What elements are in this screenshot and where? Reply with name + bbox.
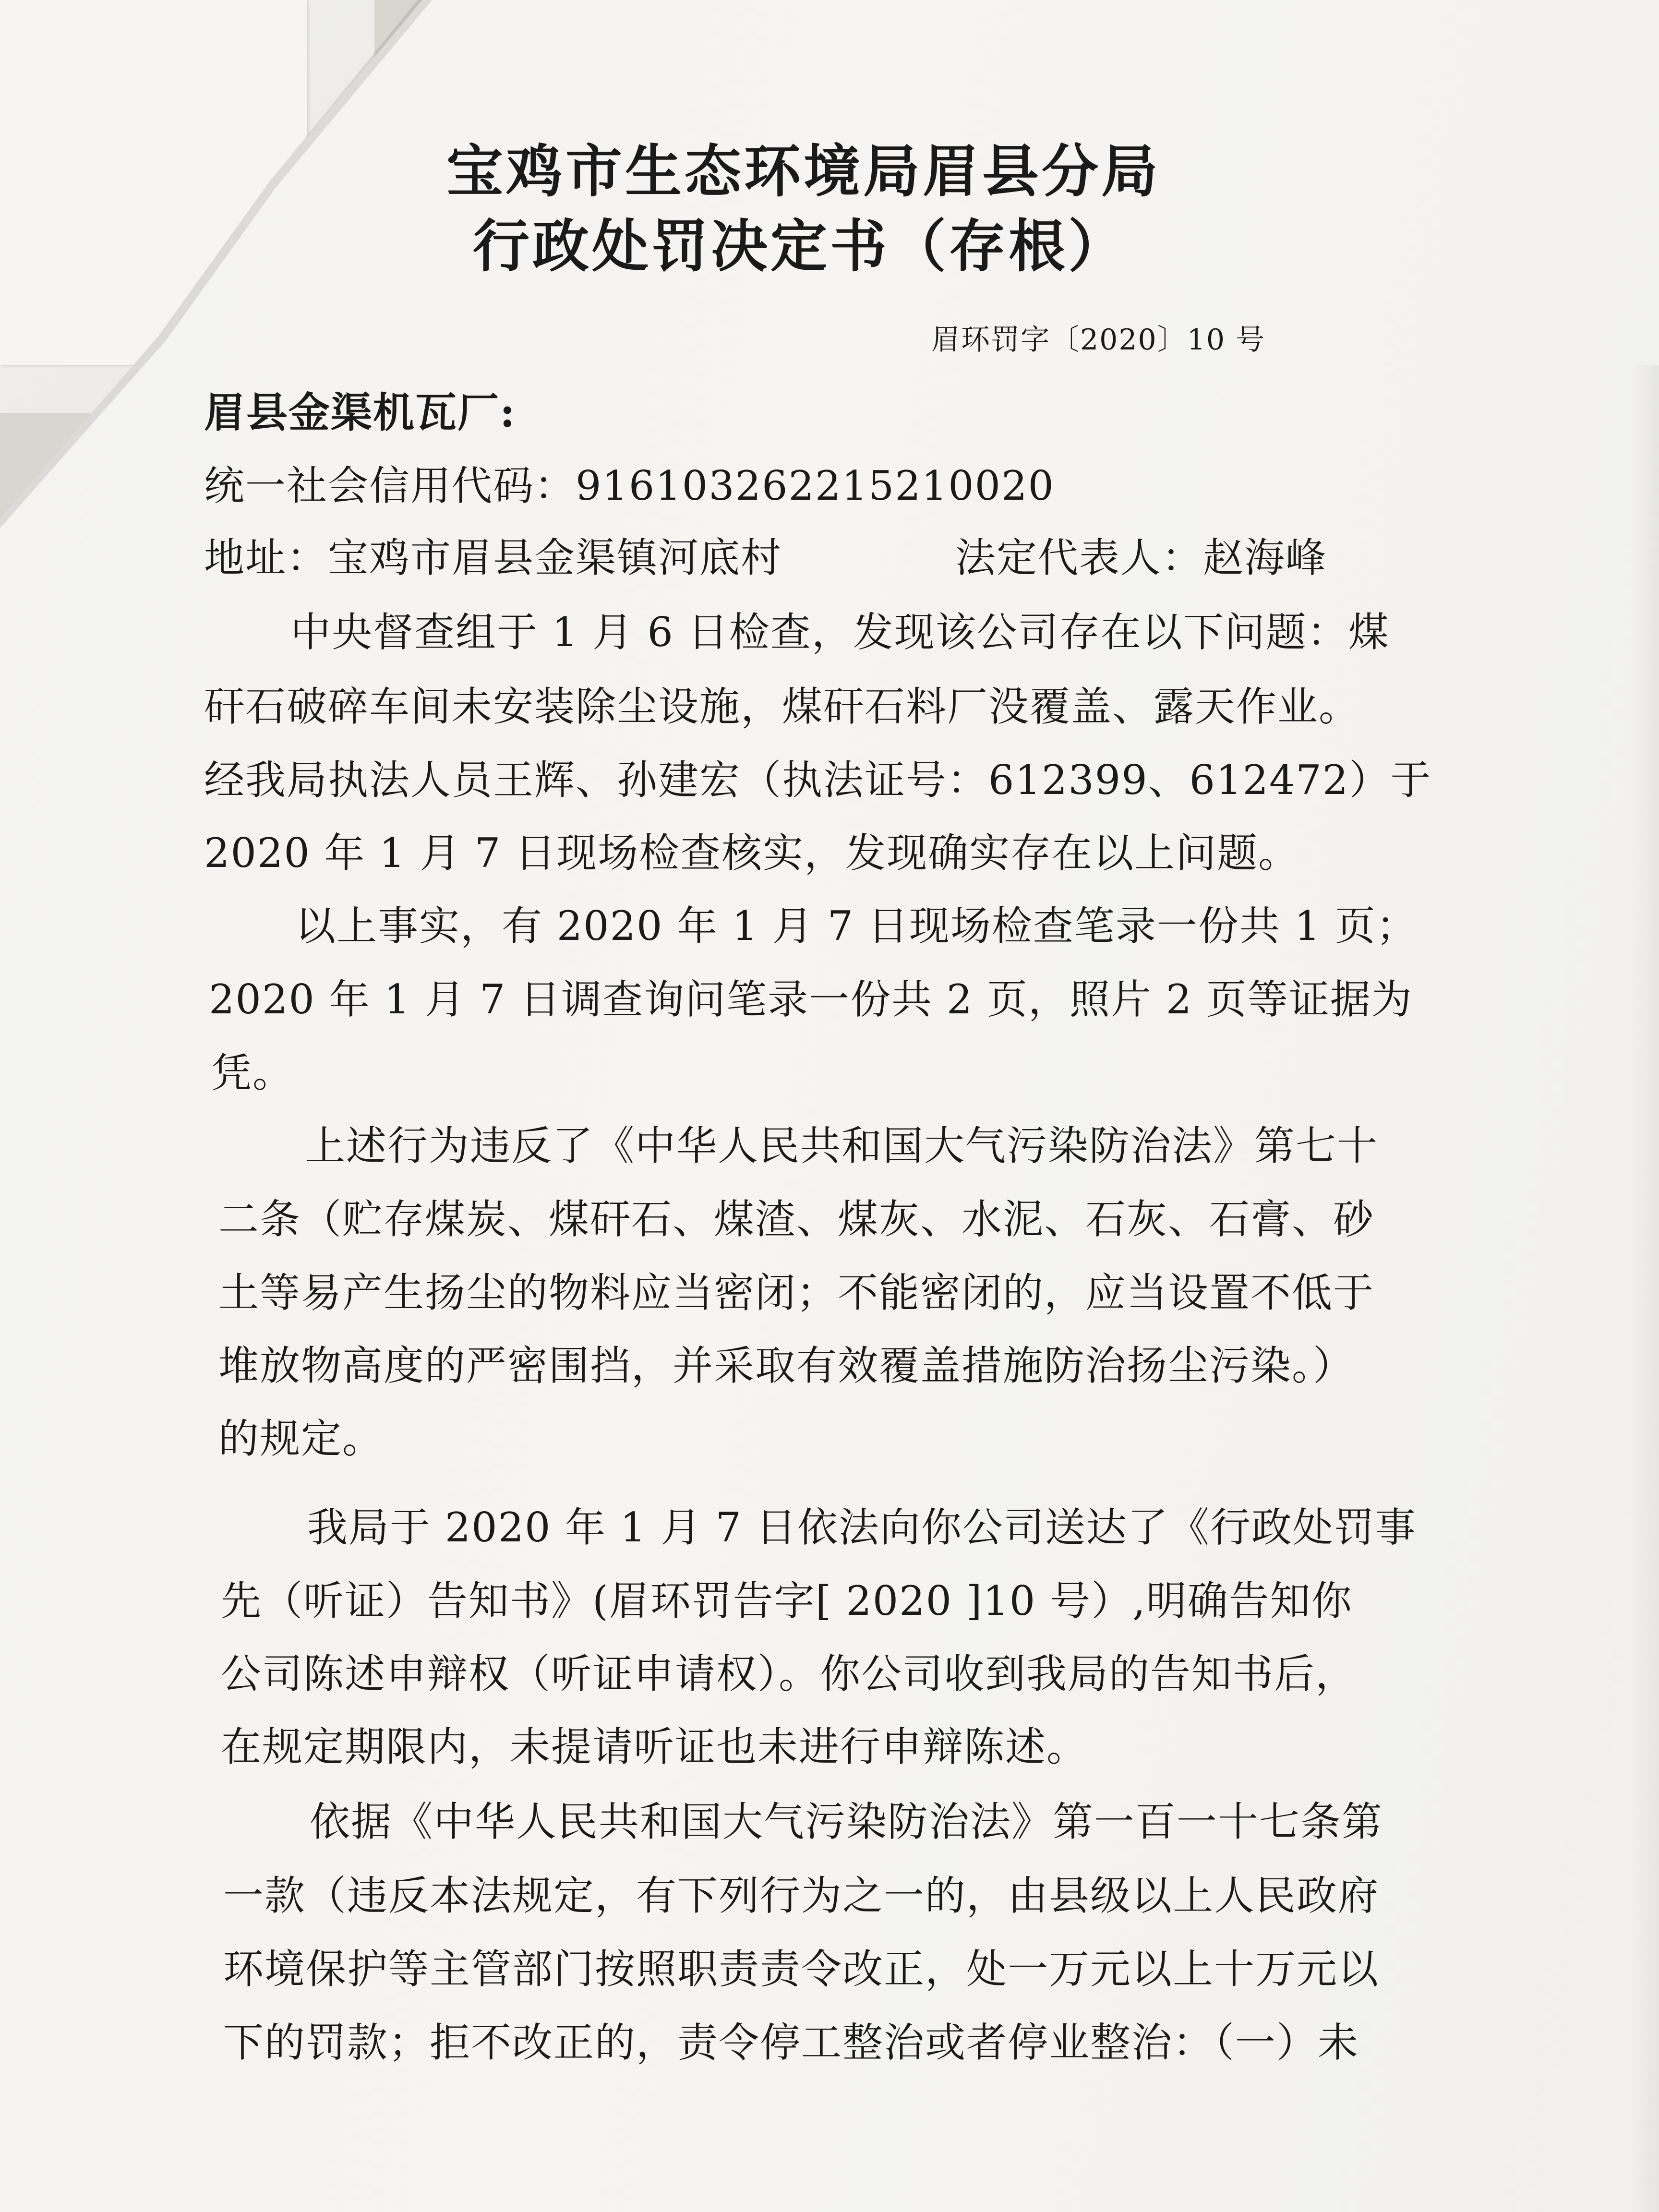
body-line: 矸石破碎车间未安装除尘设施，煤矸石料厂没覆盖、露天作业。 <box>204 683 1360 730</box>
body-line: 土等易产生扬尘的物料应当密闭；不能密闭的，应当设置不低于 <box>218 1269 1375 1316</box>
legal-representative: 法定代表人：赵海峰 <box>955 534 1327 581</box>
body-line: 下的罚款；拒不改正的，责令停工整治或者停业整治：（一）未 <box>223 2019 1359 2066</box>
body-line: 依据《中华人民共和国大气污染防治法》第一百一十七条第 <box>310 1798 1383 1845</box>
body-line: 上述行为违反了《中华人民共和国大气污染防治法》第七十 <box>305 1122 1379 1169</box>
body-line: 在规定期限内，未提请听证也未进行申辩陈述。 <box>221 1723 1088 1770</box>
body-line: 经我局执法人员王辉、孙建宏（执法证号：612399、612472）于 <box>204 757 1432 804</box>
body-line: 堆放物高度的严密围挡，并采取有效覆盖措施防治扬尘污染。） <box>218 1342 1355 1389</box>
credit-code: 统一社会信用代码：916103262215210020 <box>204 462 1055 509</box>
body-line: 环境保护等主管部门按照职责责令改正，处一万元以上十万元以 <box>223 1946 1380 1993</box>
address: 地址：宝鸡市眉县金渠镇河底村 <box>204 534 782 581</box>
body-line: 一款（违反本法规定，有下列行为之一的，由县级以上人民政府 <box>223 1872 1380 1919</box>
body-line: 中央督查组于 1 月 6 日检查，发现该公司存在以下问题：煤 <box>290 609 1390 656</box>
page-edge-shade <box>1630 365 1659 2212</box>
body-line: 公司陈述申辩权（听证申请权）。你公司收到我局的告知书后， <box>221 1650 1357 1697</box>
body-line: 的规定。 <box>218 1415 384 1462</box>
body-line: 我局于 2020 年 1 月 7 日依法向你公司送达了《行政处罚事 <box>307 1504 1417 1551</box>
document-title-line1: 宝鸡市生态环境局眉县分局 <box>446 138 1161 204</box>
body-line: 2020 年 1 月 7 日现场检查核实，发现确实存在以上问题。 <box>204 830 1300 877</box>
document-title-line2: 行政处罚决定书（存根） <box>473 213 1128 279</box>
body-line: 2020 年 1 月 7 日调查询问笔录一份共 2 页，照片 2 页等证据为 <box>209 976 1413 1023</box>
body-line: 以上事实，有 2020 年 1 月 7 日现场检查笔录一份共 1 页； <box>295 902 1418 950</box>
body-line: 凭。 <box>211 1049 294 1096</box>
addressee: 眉县金渠机瓦厂: <box>204 388 516 437</box>
body-line: 先（听证）告知书》(眉环罚告字[ 2020 ]10 号）,明确告知你 <box>221 1577 1353 1624</box>
body-line: 二条（贮存煤炭、煤矸石、煤渣、煤灰、水泥、石灰、石膏、砂 <box>218 1196 1375 1243</box>
document-number: 眉环罚字〔2020〕10 号 <box>931 323 1266 357</box>
